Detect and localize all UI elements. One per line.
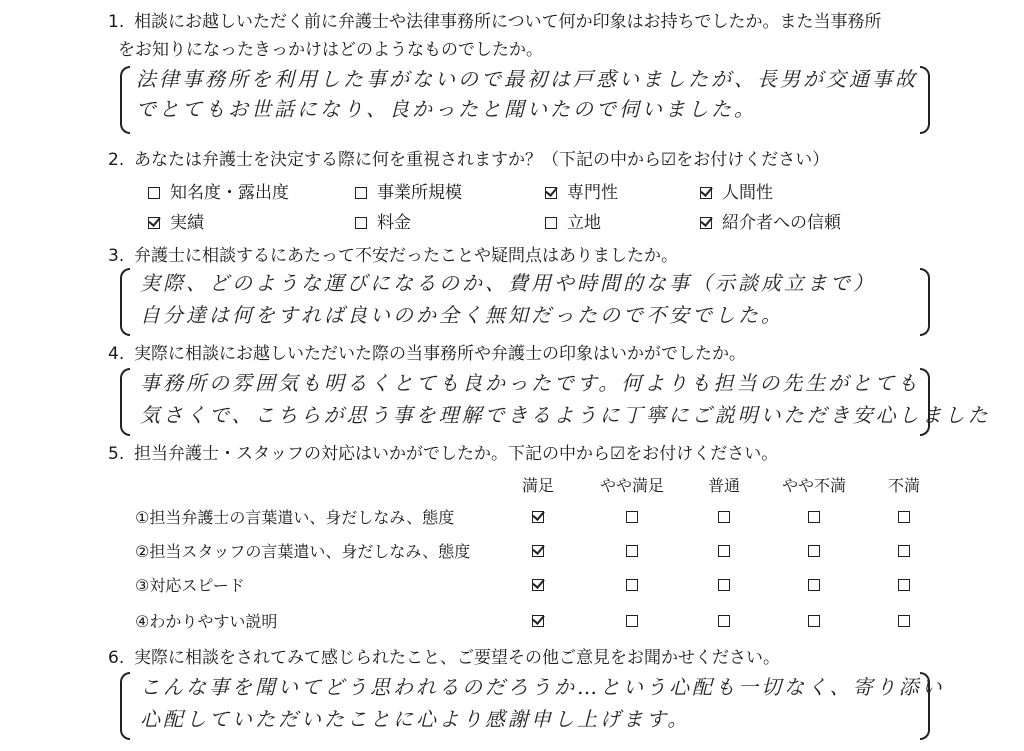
checkbox[interactable] (626, 615, 638, 627)
question-number: 5. (108, 444, 125, 464)
option-item[interactable] (148, 182, 289, 204)
checkbox[interactable] (626, 579, 638, 591)
checkbox[interactable] (898, 615, 910, 627)
question-text: 相談にお越しいただく前に弁護士や法律事務所について何か印象はお持ちでしたか。また当事務所 (134, 12, 882, 32)
question-1-continued: をお知りになったきっかけはどのようなものでしたか。 (118, 40, 543, 60)
answer-1-line-2: でとてもお世話になり、良かったと聞いたので伺いました。 (136, 97, 757, 121)
option-label: 事業所規模 (377, 183, 462, 203)
answer-bracket-right (920, 66, 930, 134)
option-item[interactable] (355, 212, 411, 234)
checked-checkbox[interactable] (532, 545, 544, 557)
row-label: ②担当スタッフの言葉遣い、身だしなみ、態度 (135, 542, 471, 561)
option-label: 知名度・露出度 (170, 183, 289, 203)
checkbox[interactable] (355, 187, 367, 199)
question-5 (108, 442, 778, 466)
question-text: 実際に相談をされてみて感じられたこと、ご要望その他ご意見をお聞かせください。 (134, 648, 780, 668)
option-label: 人間性 (722, 183, 773, 203)
question-4 (108, 342, 746, 366)
answer-3-line-2: 自分達は何をすれば良いのか全く無知だったので不安でした。 (140, 303, 784, 327)
checked-checkbox[interactable] (545, 187, 557, 199)
option-item[interactable] (545, 212, 601, 234)
answer-bracket-left (120, 66, 130, 134)
question-1 (108, 10, 882, 34)
checkbox[interactable] (898, 579, 910, 591)
question-text: 実際に相談にお越しいただいた際の当事務所や弁護士の印象はいかがでしたか。 (134, 344, 746, 364)
column-header: 不満 (887, 476, 920, 495)
question-number: 4. (108, 344, 125, 364)
checkbox[interactable] (626, 511, 638, 523)
option-label: 専門性 (567, 183, 618, 203)
question-3 (108, 244, 678, 268)
question-text: あなたは弁護士を決定する際に何を重視されますか？（下記の中から☑をお付けください） (134, 150, 830, 170)
checkbox[interactable] (898, 545, 910, 557)
option-label: 立地 (567, 213, 601, 233)
question-text: 弁護士に相談するにあたって不安だったことや疑問点はありましたか。 (134, 246, 678, 266)
checkbox[interactable] (808, 545, 820, 557)
checkbox[interactable] (718, 545, 730, 557)
question-number: 1. (108, 12, 125, 32)
checkbox[interactable] (626, 545, 638, 557)
checkbox[interactable] (718, 579, 730, 591)
answer-4-line-2: 気さくで、こちらが思う事を理解できるように丁寧にご説明いただき安心しました (140, 403, 991, 427)
answer-3-line-1: 実際、どのような運びになるのか、費用や時間的な事（示談成立まで） (140, 271, 876, 295)
checked-checkbox[interactable] (532, 615, 544, 627)
option-item[interactable] (545, 182, 618, 204)
option-item[interactable] (355, 182, 462, 204)
question-text: 担当弁護士・スタッフの対応はいかがでしたか。下記の中から☑をお付けください。 (134, 444, 779, 464)
checkbox[interactable] (355, 217, 367, 229)
question-number: 2. (108, 150, 125, 170)
option-item[interactable] (700, 212, 841, 234)
row-label: ③対応スピード (135, 576, 245, 595)
question-number: 6. (108, 648, 125, 668)
checked-checkbox[interactable] (532, 579, 544, 591)
question-6 (108, 646, 780, 670)
checkbox[interactable] (148, 187, 160, 199)
answer-1-line-1: 法律事務所を利用した事がないので最初は戸惑いましたが、長男が交通事故 (136, 67, 918, 91)
checked-checkbox[interactable] (148, 217, 160, 229)
checkbox[interactable] (808, 615, 820, 627)
question-2 (108, 148, 829, 172)
checkbox[interactable] (808, 579, 820, 591)
option-item[interactable] (148, 212, 204, 234)
column-header: 満足 (521, 476, 554, 495)
column-header: やや不満 (781, 476, 846, 495)
checked-checkbox[interactable] (700, 217, 712, 229)
option-label: 料金 (377, 213, 411, 233)
answer-bracket-left (120, 672, 130, 740)
question-number: 3. (108, 246, 125, 266)
checkbox[interactable] (718, 615, 730, 627)
column-header: やや満足 (599, 476, 664, 495)
checked-checkbox[interactable] (532, 511, 544, 523)
option-label: 紹介者への信頼 (722, 213, 841, 233)
row-label: ④わかりやすい説明 (135, 612, 278, 631)
answer-bracket-left (120, 368, 130, 436)
answer-4-line-1: 事務所の雰囲気も明るくとても良かったです。何よりも担当の先生がとても (140, 371, 921, 395)
checkbox[interactable] (898, 511, 910, 523)
checkbox[interactable] (545, 217, 557, 229)
checked-checkbox[interactable] (700, 187, 712, 199)
row-label: ①担当弁護士の言葉遣い、身だしなみ、態度 (135, 508, 455, 527)
answer-6-line-1: こんな事を聞いてどう思われるのだろうか…という心配も一切なく、寄り添い (140, 675, 945, 699)
checkbox[interactable] (718, 511, 730, 523)
option-item[interactable] (700, 182, 773, 204)
column-header: 普通 (707, 476, 740, 495)
answer-6-line-2: 心配していただいたことに心より感謝申し上げます。 (140, 707, 691, 731)
checkbox[interactable] (808, 511, 820, 523)
answer-bracket-right (920, 268, 930, 336)
option-label: 実績 (170, 213, 204, 233)
answer-bracket-left (120, 268, 130, 336)
